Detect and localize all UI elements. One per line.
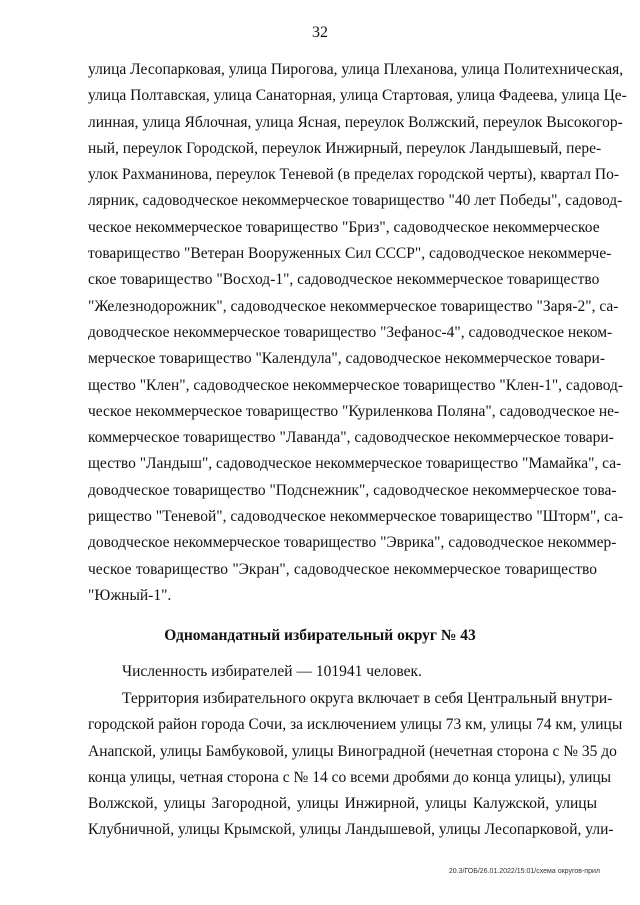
text-line: "Южный-1". — [88, 586, 172, 604]
text-line: улица Лесопарковая, улица Пирогова, улица Плеханова, улица Политехническая, — [88, 61, 624, 78]
text-line: товарищество "Ветеран Вооруженных Сил СССР", садоводческое некоммерче- — [88, 245, 612, 263]
text-line: щество "Клен", садоводческое некоммерческое товарищество "Клен-1", садовод- — [88, 376, 624, 394]
text-line: ный, переулок Городской, переулок Инжирный, переулок Ландышевый, пере- — [88, 139, 602, 157]
text-line: линная, улица Яблочная, улица Ясная, переулок Волжский, переулок Высокогор- — [88, 113, 623, 131]
text-line: ческое некоммерческое товарищество "Куриленкова Поляна", садоводческое не- — [88, 402, 620, 420]
text-line: Территория избирательного округа включает в себя Центральный внутри- — [122, 690, 613, 707]
paragraph-streets-list — [88, 57, 627, 609]
text-line: городской район города Сочи, за исключением улицы 73 км, улицы 74 км, улицы — [88, 716, 623, 734]
text-line: Клубничной, улицы Крымской, улицы Ландышевой, улицы Лесопарковой, ули- — [88, 821, 614, 839]
text-line: "Железнодорожник", садоводческое некоммерческое товарищество "Заря-2", са- — [88, 297, 619, 315]
page-number: 32 — [312, 24, 328, 41]
text-line: улок Рахманинова, переулок Теневой (в пределах городской черты), квартал По- — [88, 166, 619, 184]
text-line: доводческое товарищество "Подснежник", садоводческое некоммерческое това- — [88, 481, 617, 499]
text-line: доводческое некоммерческое товарищество "Эврика", садоводческое некоммер- — [88, 534, 617, 552]
text-line: улица Полтавская, улица Санаторная, улица Стартовая, улица Фадеева, улица Це- — [88, 87, 627, 105]
text-line: щество "Ландыш", садоводческое некоммерческое товарищество "Мамайка", са- — [88, 455, 622, 473]
text-line: ческое некоммерческое товарищество "Бриз", садоводческое некоммерческое — [88, 218, 600, 236]
text-line: доводческое некоммерческое товарищество "Зефанос-4", садоводческое неком- — [88, 323, 613, 341]
district-heading: Одномандатный избирательный округ № 43 — [164, 627, 476, 644]
voters-count-paragraph — [88, 659, 597, 685]
paragraph-territory — [88, 686, 623, 844]
text-line: Численность избирателей — 101941 человек. — [122, 663, 422, 680]
document-footer-code: 20.3/ГОБ/26.01.2022/15:01/схема округов-прил — [448, 868, 600, 875]
text-line: коммерческое товарищество "Лаванда", садоводческое некоммерческое товари- — [88, 429, 614, 447]
text-line: лярник, садоводческое некоммерческое товарищество "40 лет Победы", садовод- — [88, 192, 623, 210]
text-line: Анапской, улицы Бамбуковой, улицы Виноградной (нечетная сторона с № 35 до — [88, 742, 617, 760]
text-line: конца улицы, четная сторона с № 14 со всеми дробями до конца улицы), улицы — [88, 768, 612, 786]
text-line: ское товарищество "Восход-1", садоводческое некоммерческое товарищество — [88, 271, 600, 289]
text-line: мерческое товарищество "Календула", садоводческое некоммерческое товари- — [88, 350, 606, 368]
text-line: Волжской, улицы Загородной, улицы Инжирной, улицы Калужской, улицы — [88, 795, 597, 813]
text-line: рищество "Теневой", садоводческое некоммерческое товарищество "Шторм", са- — [88, 508, 624, 526]
text-line: ческое товарищество "Экран", садоводческое некоммерческое товарищество — [88, 560, 597, 578]
